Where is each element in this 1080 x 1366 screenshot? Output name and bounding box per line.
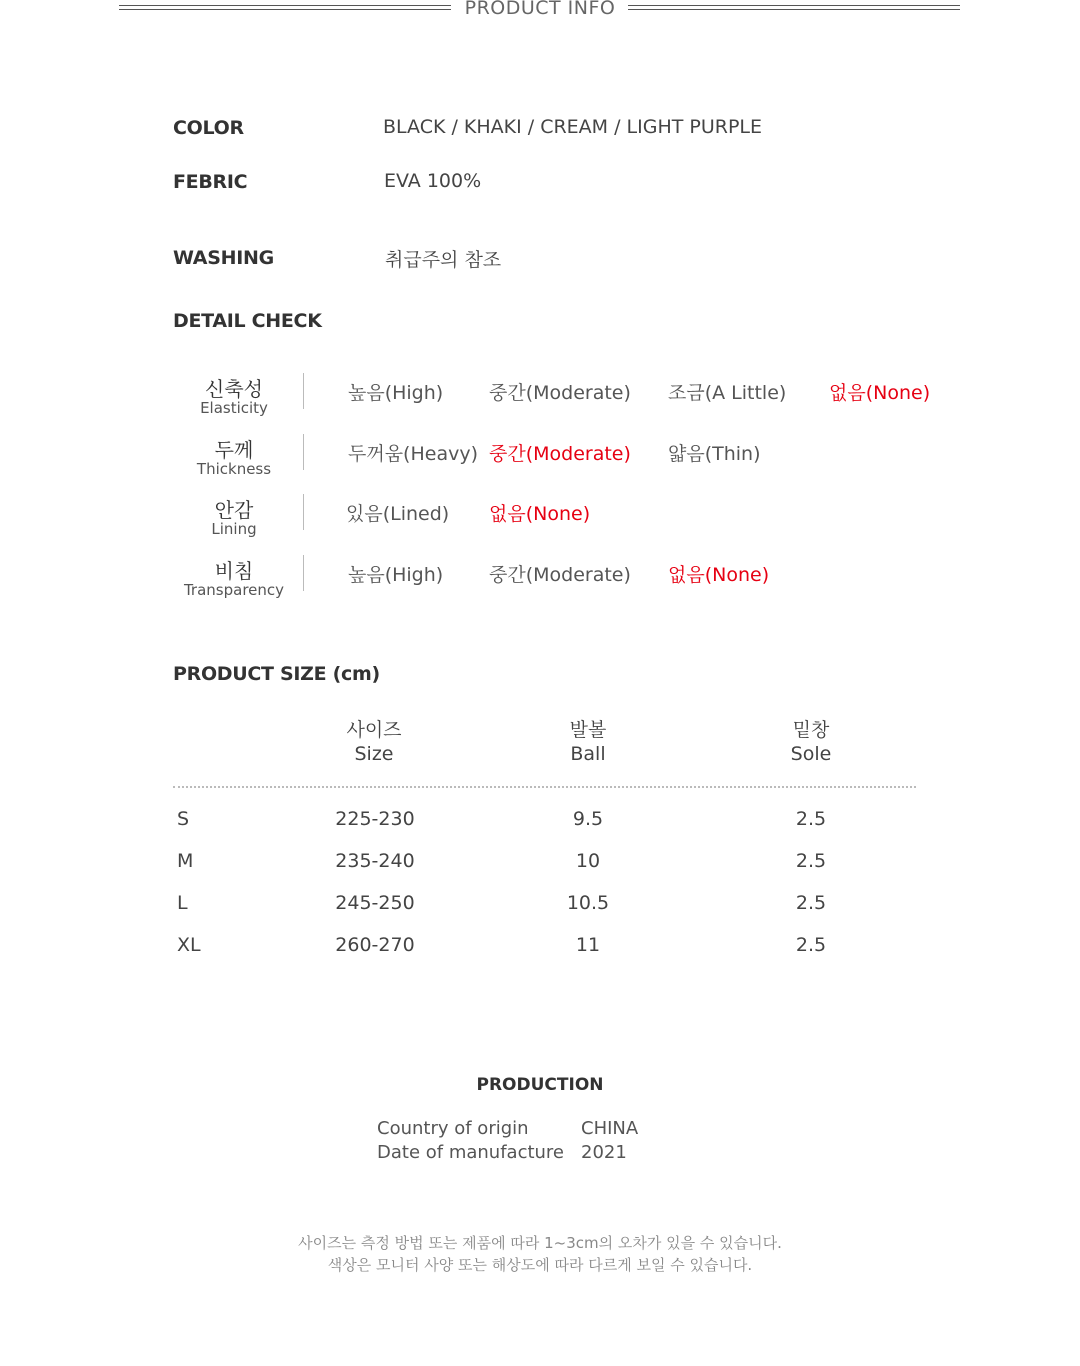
page-title: PRODUCT INFO [464,0,616,19]
sole-cell: 2.5 [795,850,827,872]
detail-option: 없음(None) [829,382,931,404]
size-table-divider [173,786,916,788]
detail-label-en: Lining [211,520,257,538]
sole-cell: 2.5 [795,808,827,830]
detail-label-ko: 안감 [214,498,254,522]
range-cell: 245-250 [335,892,415,914]
size-header-en: Size [354,743,394,765]
color-note: 색상은 모니터 사양 또는 해상도에 따라 다르게 보일 수 있습니다. [327,1256,753,1274]
range-cell: 260-270 [335,934,415,956]
detail-label-ko: 비침 [214,559,254,583]
ball-header-en: Ball [570,743,606,765]
ball-cell: 10 [575,850,601,872]
detail-separator [303,434,304,470]
detail-label-en: Thickness [196,460,272,478]
sole-header-ko: 밑창 [792,719,830,741]
size-cell: L [177,892,188,914]
detail-label-ko: 두께 [214,438,254,462]
sole-cell: 2.5 [795,892,827,914]
date-value: 2021 [581,1142,627,1163]
washing-value: 취급주의 참조 [385,249,502,271]
detail-option: 없음(None) [668,564,770,586]
detail-option: 있음(Lined) [346,503,450,525]
origin-value: CHINA [581,1118,639,1139]
detail-check-title: DETAIL CHECK [173,310,322,332]
production-title: PRODUCTION [476,1075,604,1095]
detail-option: 없음(None) [489,503,591,525]
size-note: 사이즈는 측정 방법 또는 제품에 따라 1~3cm의 오차가 있을 수 있습니다. [298,1234,782,1252]
color-label: COLOR [173,117,244,139]
color-value: BLACK / KHAKI / CREAM / LIGHT PURPLE [383,116,763,138]
fabric-value: EVA 100% [384,170,482,192]
size-header-ko: 사이즈 [346,719,402,741]
detail-option: 중간(Moderate) [489,564,631,586]
detail-option: 중간(Moderate) [489,382,631,404]
detail-separator [303,494,304,530]
sole-header-en: Sole [790,743,832,765]
product-size-title: PRODUCT SIZE (cm) [173,663,380,685]
detail-option: 높음(High) [348,564,444,586]
detail-label-en: Elasticity [200,399,268,417]
detail-option: 조금(A Little) [668,382,787,404]
washing-label: WASHING [173,247,274,269]
size-cell: M [177,850,194,872]
date-label: Date of manufacture [377,1142,565,1163]
detail-option: 중간(Moderate) [489,443,631,465]
range-cell: 225-230 [335,808,415,830]
origin-label: Country of origin [377,1118,529,1139]
ball-header-ko: 발볼 [569,719,607,741]
detail-label-en: Transparency [183,581,285,599]
fabric-label: FEBRIC [173,171,248,193]
detail-option: 얇음(Thin) [668,443,761,465]
range-cell: 235-240 [335,850,415,872]
size-cell: XL [177,934,201,956]
detail-option: 두꺼움(Heavy) [348,443,478,465]
ball-cell: 10.5 [566,892,610,914]
size-cell: S [177,808,190,830]
ball-cell: 9.5 [572,808,604,830]
sole-cell: 2.5 [795,934,827,956]
detail-separator [303,373,304,409]
ball-cell: 11 [575,934,601,956]
detail-label-ko: 신축성 [205,377,263,401]
detail-separator [303,555,304,591]
detail-option: 높음(High) [348,382,444,404]
